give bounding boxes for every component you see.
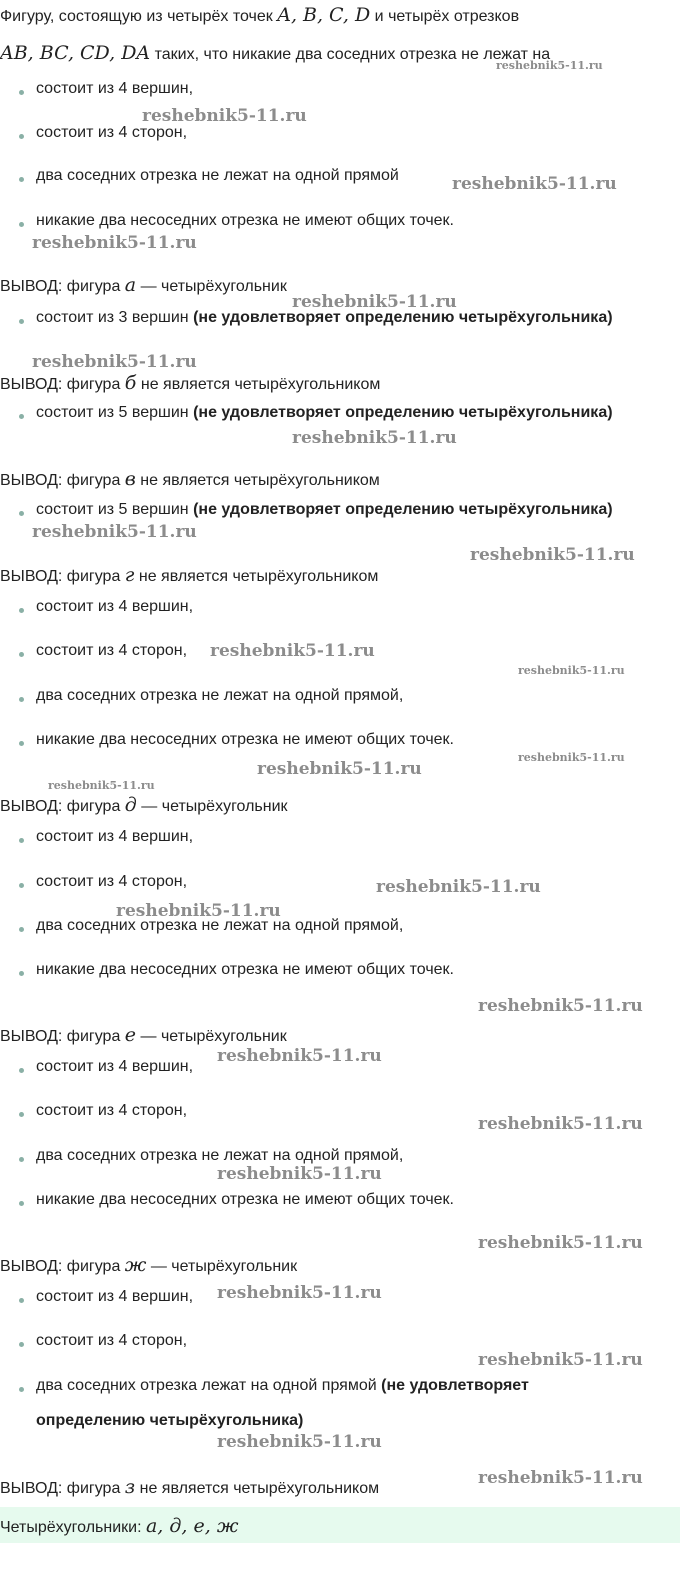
bullet bbox=[19, 652, 24, 657]
watermark: reshebnik5-11.ru bbox=[210, 641, 375, 661]
segments-math: AB, BC, CD, DA bbox=[0, 42, 151, 64]
conclusion-d: ВЫВОД: фигура д — четырёхугольник bbox=[0, 794, 288, 816]
watermark: reshebnik5-11.ru bbox=[217, 1164, 382, 1184]
watermark: reshebnik5-11.ru bbox=[518, 664, 625, 677]
bullet bbox=[19, 1342, 24, 1347]
watermark: reshebnik5-11.ru bbox=[478, 1114, 643, 1134]
conclusion-g: ВЫВОД: фигура г не является четырёхугольником bbox=[0, 564, 379, 586]
answer-line: Четырёхугольники: а, д, е, ж bbox=[0, 1515, 239, 1537]
bullet bbox=[19, 177, 24, 182]
bullet bbox=[19, 1157, 24, 1162]
list-item: два соседних отрезка не лежат на одной прямой bbox=[36, 167, 399, 184]
watermark: reshebnik5-11.ru bbox=[32, 522, 197, 542]
list-item: состоит из 3 вершин (не удовлетворяет определению четырёхугольника) bbox=[36, 309, 613, 326]
conclusion-e: ВЫВОД: фигура е — четырёхугольник bbox=[0, 1024, 287, 1046]
intro-line-1 bbox=[0, 4, 519, 26]
list-item: состоит из 4 сторон, bbox=[36, 124, 188, 141]
intro-line-2 bbox=[0, 42, 550, 64]
list-item: состоит из 4 сторон, bbox=[36, 873, 188, 890]
conclusion-a: ВЫВОД: фигура а — четырёхугольник bbox=[0, 274, 287, 296]
list-item: состоит из 4 вершин, bbox=[36, 1058, 194, 1075]
bullet bbox=[19, 1387, 24, 1392]
bullet bbox=[19, 1068, 24, 1073]
watermark: reshebnik5-11.ru bbox=[32, 352, 197, 372]
list-item: два соседних отрезка лежат на одной прямой (не удовлетворяет bbox=[36, 1377, 529, 1394]
watermark: reshebnik5-11.ru bbox=[478, 1350, 643, 1370]
bullet bbox=[19, 1201, 24, 1206]
watermark: reshebnik5-11.ru bbox=[217, 1046, 382, 1066]
list-item: никакие два несоседних отрезка не имеют общих точек. bbox=[36, 961, 454, 978]
bullet bbox=[19, 414, 24, 419]
intro-text: Фигуру, состоящую из четырёх точек bbox=[0, 8, 278, 25]
list-item: два соседних отрезка не лежат на одной прямой, bbox=[36, 917, 404, 934]
watermark: reshebnik5-11.ru bbox=[478, 996, 643, 1016]
intro-text: и четырёх отрезков bbox=[370, 8, 520, 25]
bullet bbox=[19, 90, 24, 95]
list-item: никакие два несоседних отрезка не имеют общих точек. bbox=[36, 731, 454, 748]
conclusion-zh: ВЫВОД: фигура ж — четырёхугольник bbox=[0, 1254, 298, 1276]
watermark: reshebnik5-11.ru bbox=[32, 233, 197, 253]
bullet bbox=[19, 222, 24, 227]
bullet bbox=[19, 927, 24, 932]
bullet bbox=[19, 741, 24, 746]
list-item: состоит из 4 сторон, bbox=[36, 642, 188, 659]
watermark: reshebnik5-11.ru bbox=[478, 1233, 643, 1253]
list-item: состоит из 5 вершин (не удовлетворяет определению четырёхугольника) bbox=[36, 404, 613, 421]
bullet bbox=[19, 697, 24, 702]
list-item: состоит из 4 сторон, bbox=[36, 1102, 188, 1119]
watermark: reshebnik5-11.ru bbox=[496, 59, 603, 72]
list-item: состоит из 4 вершин, bbox=[36, 80, 194, 97]
watermark: reshebnik5-11.ru bbox=[292, 428, 457, 448]
list-item: состоит из 4 вершин, bbox=[36, 598, 194, 615]
bullet bbox=[19, 319, 24, 324]
watermark: reshebnik5-11.ru bbox=[48, 779, 155, 792]
intro-text: таких, что никакие два соседних отрезка не лежат на bbox=[150, 46, 551, 63]
list-item: никакие два несоседних отрезка не имеют общих точек. bbox=[36, 1191, 454, 1208]
watermark: reshebnik5-11.ru bbox=[142, 106, 307, 126]
bullet bbox=[19, 134, 24, 139]
list-item: два соседних отрезка не лежат на одной прямой, bbox=[36, 687, 404, 704]
watermark: reshebnik5-11.ru bbox=[217, 1283, 382, 1303]
watermark: reshebnik5-11.ru bbox=[116, 901, 281, 921]
points-math: A, B, C, D bbox=[277, 4, 371, 26]
bullet bbox=[19, 511, 24, 516]
list-item-continuation: определению четырёхугольника) bbox=[36, 1412, 304, 1429]
list-item: состоит из 4 вершин, bbox=[36, 828, 194, 845]
list-item: состоит из 5 вершин (не удовлетворяет определению четырёхугольника) bbox=[36, 501, 613, 518]
watermark: reshebnik5-11.ru bbox=[217, 1432, 382, 1452]
bullet bbox=[19, 608, 24, 613]
watermark: reshebnik5-11.ru bbox=[292, 292, 457, 312]
bullet bbox=[19, 1298, 24, 1303]
list-item: два соседних отрезка не лежат на одной прямой, bbox=[36, 1147, 404, 1164]
watermark: reshebnik5-11.ru bbox=[452, 174, 617, 194]
conclusion-b: ВЫВОД: фигура б не является четырёхугольником bbox=[0, 372, 381, 394]
watermark: reshebnik5-11.ru bbox=[257, 759, 422, 779]
watermark: reshebnik5-11.ru bbox=[470, 545, 635, 565]
list-item: состоит из 4 сторон, bbox=[36, 1332, 188, 1349]
conclusion-v: ВЫВОД: фигура в не является четырёхугольником bbox=[0, 468, 380, 490]
watermark: reshebnik5-11.ru bbox=[478, 1468, 643, 1488]
answer-box bbox=[0, 1507, 680, 1543]
bullet bbox=[19, 971, 24, 976]
bullet bbox=[19, 1112, 24, 1117]
list-item: состоит из 4 вершин, bbox=[36, 1288, 194, 1305]
list-item: никакие два несоседних отрезка не имеют общих точек. bbox=[36, 212, 454, 229]
conclusion-z: ВЫВОД: фигура з не является четырёхугольником bbox=[0, 1476, 380, 1498]
watermark: reshebnik5-11.ru bbox=[376, 877, 541, 897]
bullet bbox=[19, 883, 24, 888]
watermark: reshebnik5-11.ru bbox=[518, 751, 625, 764]
bullet bbox=[19, 838, 24, 843]
